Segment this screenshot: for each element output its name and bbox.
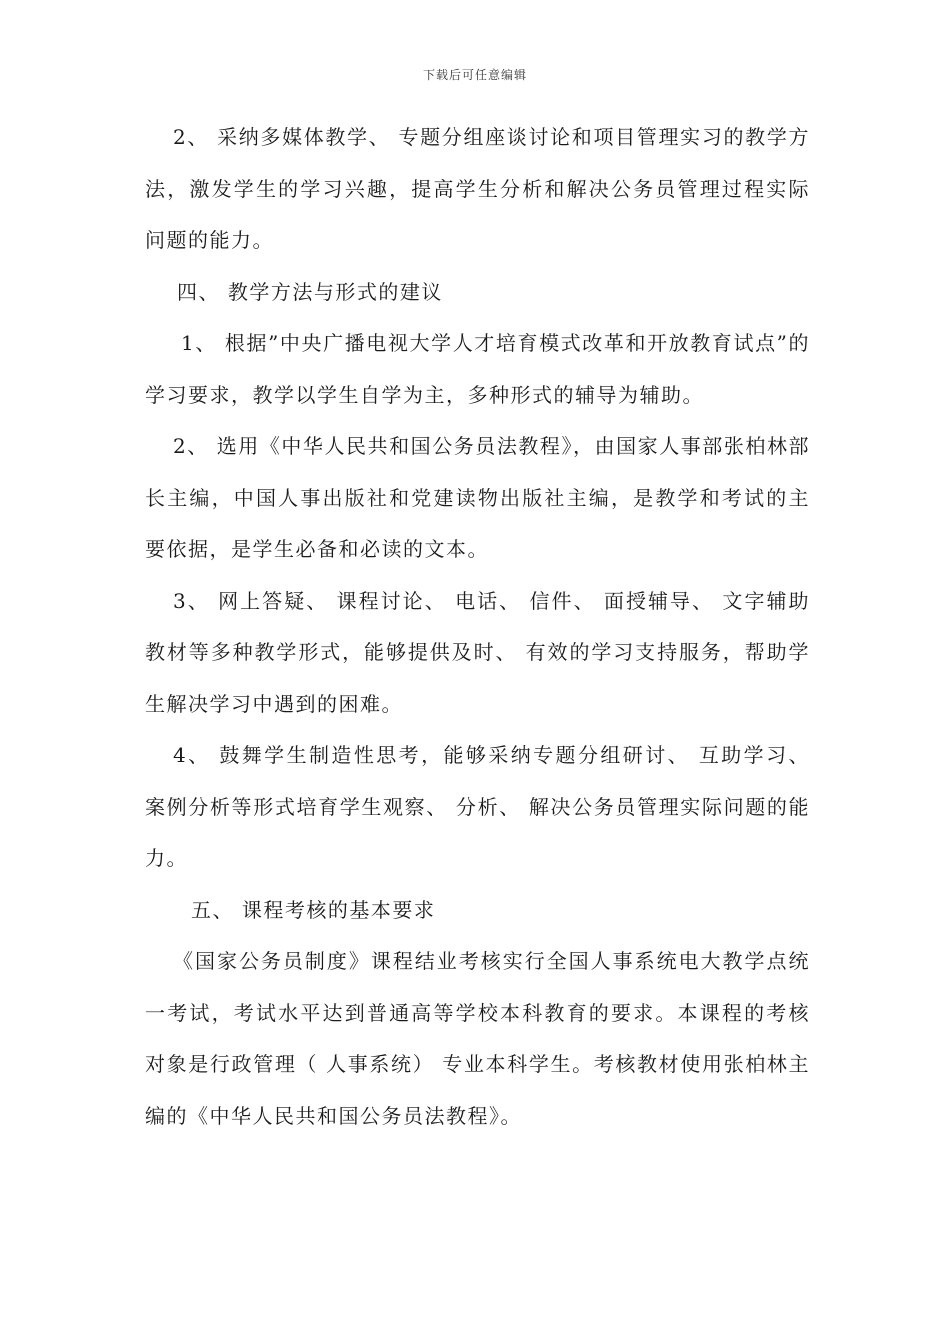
page-header-note: 下载后可任意编辑	[422, 68, 527, 82]
section-heading-4: 四、 教学方法与形式的建议	[177, 279, 443, 304]
paragraph-suggestion-3: 3、 网上答疑、 课程讨论、 电话、 信件、 面授辅导、 文字辅助教材等多种教学形式，能够提供及时、 有效的学习支持服务，帮助学生解决学习中遇到的困难。	[145, 588, 810, 716]
paragraph-suggestion-4: 4、 鼓舞学生制造性思考，能够采纳专题分组研讨、 互助学习、 案例分析等形式培育学生观察、 分析、 解决公务员管理实际问题的能力。	[145, 743, 810, 870]
paragraph-teaching-method-2: 2、 采纳多媒体教学、 专题分组座谈讨论和项目管理实习的教学方法，激发学生的学习兴趣，提高学生分析和解决公务员管理过程实际问题的能力。	[145, 125, 810, 252]
paragraph-suggestion-2: 2、 选用《中华人民共和国公务员法教程》，由国家人事部张柏林部长主编，中国人事出版社和党建读物出版社主编，是教学和考试的主要依据，是学生必备和必读的文本。	[145, 434, 810, 561]
paragraph-assessment: 《国家公务员制度》课程结业考核实行全国人事系统电大教学点统一考试，考试水平达到普通高等学校本科教育的要求。本课程的考核对象是行政管理（ 人事系统） 专业本科学生。考核教材使用张柏林主编的《中华人民共和国公务员法教程》。	[145, 949, 810, 1128]
paragraph-suggestion-1: 1、 根据”中央广播电视大学人才培育模式改革和开放教育试点”的学习要求，教学以学生自学为主，多种形式的辅导为辅助。	[145, 331, 810, 407]
section-heading-5: 五、 课程考核的基本要求	[191, 897, 436, 922]
document-body	[145, 112, 810, 1142]
